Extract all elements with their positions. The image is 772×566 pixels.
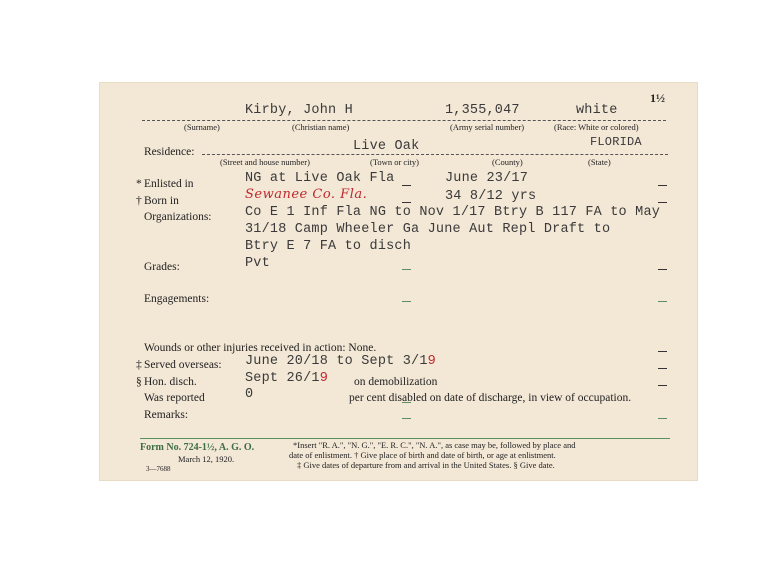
born-age: 34 8/12 yrs: [445, 189, 537, 204]
footnote-line-3: ‡ Give dates of departure from and arrival in the United States. § Give date.: [297, 460, 555, 470]
hon-disch-label: Hon. disch.: [144, 376, 197, 388]
wounds-text: Wounds or other injuries received in action: None.: [144, 342, 377, 354]
served-tick: [658, 368, 667, 369]
residence-line: [202, 154, 668, 155]
organization-line-2: 31/18 Camp Wheeler Ga June Aut Repl Draft to: [245, 222, 611, 237]
served-overseas-value: June 20/18 to Sept 3/19: [245, 354, 436, 369]
hon-disch-demobilization: on demobilization: [354, 376, 438, 388]
reported-label: Was reported: [144, 392, 205, 404]
born-mark: †: [136, 195, 142, 207]
hon-disch-value: Sept 26/19: [245, 371, 329, 386]
enlisted-tick-b: [658, 185, 667, 186]
remarks-tick-a: [402, 418, 411, 419]
caption-surname: (Surname): [184, 122, 220, 132]
grades-tick-b: [658, 269, 667, 270]
caption-town: (Town or city): [370, 157, 419, 167]
service-record-card: [100, 83, 697, 480]
race-value: white: [576, 103, 618, 118]
grades-tick-a: [402, 269, 411, 270]
enlisted-tick-a: [402, 185, 411, 186]
caption-county: (County): [492, 157, 523, 167]
reported-text: per cent disabled on date of discharge, in view of occupation.: [349, 392, 632, 404]
born-tick-a: [402, 202, 411, 203]
residence-label: Residence:: [144, 146, 195, 158]
soldier-name: Kirby, John H: [245, 103, 353, 118]
caption-street: (Street and house number): [220, 157, 310, 167]
army-serial-number: 1,355,047: [445, 103, 520, 118]
residence-state: FLORIDA: [590, 135, 642, 149]
footnote-line-1: *Insert "R. A.", "N. G.", "E. R. C.", "N. A.", as case may be, followed by place and: [293, 440, 576, 450]
engagements-tick-b: [658, 301, 667, 302]
form-code: 3—7688: [146, 465, 171, 473]
enlisted-date: June 23/17: [445, 171, 529, 186]
reported-value: 0: [245, 387, 254, 402]
caption-race: (Race: White or colored): [554, 122, 639, 132]
form-number: Form No. 724-1½, A. G. O.: [140, 442, 255, 453]
born-tick-b: [658, 202, 667, 203]
engagements-label: Engagements:: [144, 293, 210, 305]
residence-town: Live Oak: [353, 139, 420, 154]
hon-disch-mark: §: [136, 376, 142, 388]
remarks-label: Remarks:: [144, 409, 189, 421]
corner-number: 1½: [650, 91, 665, 105]
served-mark: ‡: [136, 359, 142, 371]
footer-rule: [140, 438, 670, 439]
enlisted-value: NG at Live Oak Fla: [245, 171, 395, 186]
caption-serial: (Army serial number): [450, 122, 525, 132]
born-place-handwritten: Sewanee Co. Fla.: [245, 187, 368, 202]
caption-state: (State): [588, 157, 611, 167]
organizations-label: Organizations:: [144, 211, 212, 223]
footnote-line-2: date of enlistment. † Give place of birth and date of birth, or age at enlistment.: [289, 450, 556, 460]
name-line: [142, 120, 666, 121]
organization-line-1: Co E 1 Inf Fla NG to Nov 1/17 Btry B 117 FA to May: [245, 205, 661, 220]
form-date: March 12, 1920.: [178, 454, 235, 464]
organization-line-3: Btry E 7 FA to disch: [245, 239, 412, 254]
enlisted-label: Enlisted in: [144, 178, 194, 190]
caption-christian-name: (Christian name): [292, 122, 350, 132]
hon-disch-correction: 9: [319, 371, 329, 386]
born-label: Born in: [144, 195, 179, 207]
grades-value: Pvt: [245, 256, 270, 271]
served-overseas-label: Served overseas:: [144, 359, 222, 371]
enlisted-mark: *: [136, 178, 142, 190]
hon-disch-tick: [658, 385, 667, 386]
reported-tick: [402, 402, 411, 403]
remarks-tick-b: [658, 418, 667, 419]
engagements-tick-a: [402, 301, 411, 302]
grades-label: Grades:: [144, 261, 180, 273]
served-correction: 9: [427, 354, 436, 369]
wounds-tick: [658, 351, 667, 352]
